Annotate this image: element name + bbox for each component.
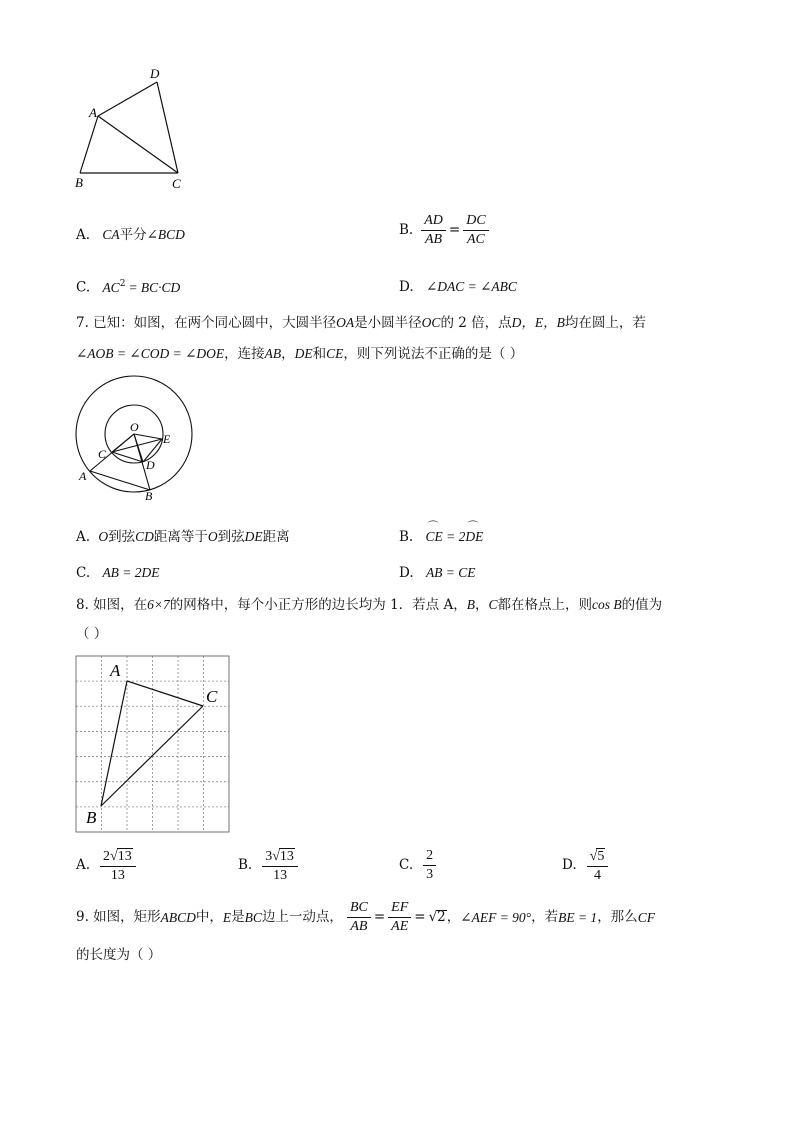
stem-text: 是小圆半径: [354, 315, 422, 331]
q7-option-b: [399, 530, 483, 545]
option-letter: A.: [76, 857, 91, 874]
arc-de: ⌒ DE: [465, 530, 483, 544]
q9-stem-line2: 的长度为（ ）: [76, 947, 162, 963]
stem-text: ，: [446, 908, 461, 925]
option-var: AB = CE: [425, 565, 476, 580]
q8-stem-line2: （ ）: [76, 626, 108, 642]
stem-text: 都在格点上，则: [497, 597, 592, 613]
stem-text: 是: [231, 908, 245, 925]
label-c: C: [172, 176, 181, 191]
fraction-2-over-3: $\frac{2}{3}$: [423, 848, 436, 883]
superscript: 2: [119, 279, 126, 289]
stem-var: CF: [637, 909, 655, 925]
q8-option-d: [562, 848, 608, 884]
q7-figure: [70, 372, 200, 504]
option-var: = BC·CD: [128, 279, 181, 295]
q8-figure: [74, 654, 234, 834]
fraction-sqrt5-over-4: $\frac{√5}{4}$: [587, 848, 609, 884]
arc-ce: ⌒ CE: [426, 530, 443, 544]
option-letter: D.: [399, 565, 414, 581]
segment-ab: [101, 681, 127, 806]
stem-text: 的 2 倍，点: [440, 315, 512, 331]
option-var: O: [207, 529, 218, 544]
stem-text: 均在圆上，若: [564, 315, 646, 331]
option-var: ∠DAC = ∠ABC: [425, 279, 517, 294]
stem-text: 和: [312, 346, 327, 362]
option-var: AB = 2DE: [102, 565, 160, 580]
q8-option-b: [238, 848, 298, 884]
q7-option-c: [76, 566, 160, 581]
option-letter: C.: [399, 856, 414, 873]
stem-text: 边上一动点，: [261, 908, 343, 925]
stem-text: 中，: [195, 908, 223, 925]
segment-bc: [101, 706, 203, 806]
q9-stem-line1: [76, 900, 655, 935]
option-var: AC: [102, 279, 120, 295]
option-text: 距离等于: [153, 529, 208, 545]
label-a: A: [89, 105, 97, 120]
stem-text: ，连接: [224, 346, 265, 362]
stem-var: C: [488, 597, 498, 612]
fraction-ad-ab: $\frac{AD}{AB}$: [421, 213, 446, 248]
stem-var: E: [222, 909, 232, 925]
stem-text: 9. 如图，矩形: [76, 908, 161, 925]
fraction-2-sqrt13-over-13: $\frac{2√13}{13}$: [100, 848, 136, 884]
stem-var: ∠AEF = 90°: [460, 909, 532, 925]
stem-var: DE: [294, 346, 313, 361]
stem-var: CE: [326, 346, 344, 361]
label-c: C: [206, 687, 218, 706]
stem-text: 7. 已知：如图，在两个同心圆中，大圆半径: [76, 315, 337, 331]
stem-text: ，: [281, 346, 295, 362]
stem-var: D，E，B: [511, 315, 565, 330]
q6-option-c: [76, 280, 180, 295]
option-letter: B.: [399, 529, 414, 545]
stem-var: ABCD: [160, 909, 196, 925]
fraction-3-sqrt13-over-13: $\frac{3√13}{13}$: [262, 848, 298, 884]
segment-ac: [127, 681, 203, 706]
fraction-dc-ac: $\frac{DC}{AC}$: [463, 213, 488, 248]
q7-stem-line2: [76, 347, 523, 362]
q8-stem-line1: [76, 598, 662, 613]
label-d: D: [146, 458, 155, 472]
label-e: E: [163, 432, 171, 446]
q7-option-a: [76, 530, 290, 545]
stem-text: 的值为: [621, 597, 663, 613]
stem-var: 6×7: [147, 597, 170, 612]
q7-option-d: [399, 566, 476, 581]
sqrt-2: √2: [428, 909, 446, 926]
stem-var: ∠AOB = ∠COD = ∠DOE: [76, 346, 225, 361]
fraction-ef-ae: $\frac{EF}{AE}$: [388, 900, 411, 935]
label-b: B: [86, 808, 97, 827]
stem-text: ，则下列说法不正确的是（ ）: [343, 346, 524, 362]
q8-option-a: [76, 848, 136, 884]
equals-sign: =: [448, 221, 461, 238]
stem-text: ，若: [531, 908, 559, 925]
option-letter: B.: [399, 221, 414, 238]
segment-ab: [80, 116, 98, 173]
label-b: B: [145, 489, 153, 503]
stem-var: B: [466, 597, 475, 612]
label-a: A: [79, 469, 87, 483]
label-o: O: [130, 420, 139, 434]
stem-var: OA: [336, 315, 355, 330]
option-letter: A.: [76, 529, 91, 545]
fraction-bc-ab: $\frac{BC}{AB}$: [347, 900, 371, 935]
option-text: 距离: [262, 529, 290, 545]
option-var: DE: [244, 529, 263, 544]
option-var: ∠BCD: [146, 227, 185, 242]
stem-var: OC: [421, 315, 441, 330]
q6-figure: [70, 62, 200, 197]
option-letter: C.: [76, 565, 91, 581]
q8-option-c: [399, 848, 436, 883]
option-var: = 2: [442, 529, 466, 544]
q6-option-a: [76, 228, 185, 243]
q7-stem-line1: [76, 316, 646, 331]
segment-dc: [157, 82, 178, 173]
q6-option-b: [399, 213, 489, 248]
segment-oe: [134, 434, 162, 439]
option-text: 平分: [119, 227, 147, 243]
equals-sign: =: [373, 908, 386, 925]
option-letter: D.: [562, 857, 577, 874]
option-var: O: [98, 529, 109, 544]
q6-option-d: [399, 280, 517, 295]
label-b: B: [75, 175, 83, 190]
stem-var: cos B: [591, 597, 622, 612]
option-letter: B.: [238, 857, 253, 874]
stem-text: ，那么: [597, 908, 638, 925]
label-c: C: [98, 447, 107, 461]
option-var: CD: [135, 529, 154, 544]
segment-ad: [98, 82, 157, 116]
stem-var: BE = 1: [558, 909, 598, 925]
label-a: A: [110, 661, 121, 680]
option-text: 到弦: [108, 529, 136, 545]
equals-sign: =: [414, 908, 426, 925]
grid-lines: [76, 656, 229, 832]
label-d: D: [150, 66, 160, 81]
stem-var: AB: [264, 346, 282, 361]
segment-ac: [98, 116, 178, 173]
option-var: CA: [102, 227, 120, 242]
stem-text: 8. 如图，在: [76, 597, 148, 613]
stem-text: 的网格中，每个小正方形的边长均为 1．若点 A，: [169, 597, 467, 613]
stem-var: BC: [244, 909, 262, 925]
option-letter: C.: [76, 279, 91, 296]
option-letter: A.: [76, 227, 91, 243]
option-letter: D.: [399, 279, 414, 295]
option-text: 到弦: [217, 529, 245, 545]
stem-text: ，: [474, 597, 489, 613]
